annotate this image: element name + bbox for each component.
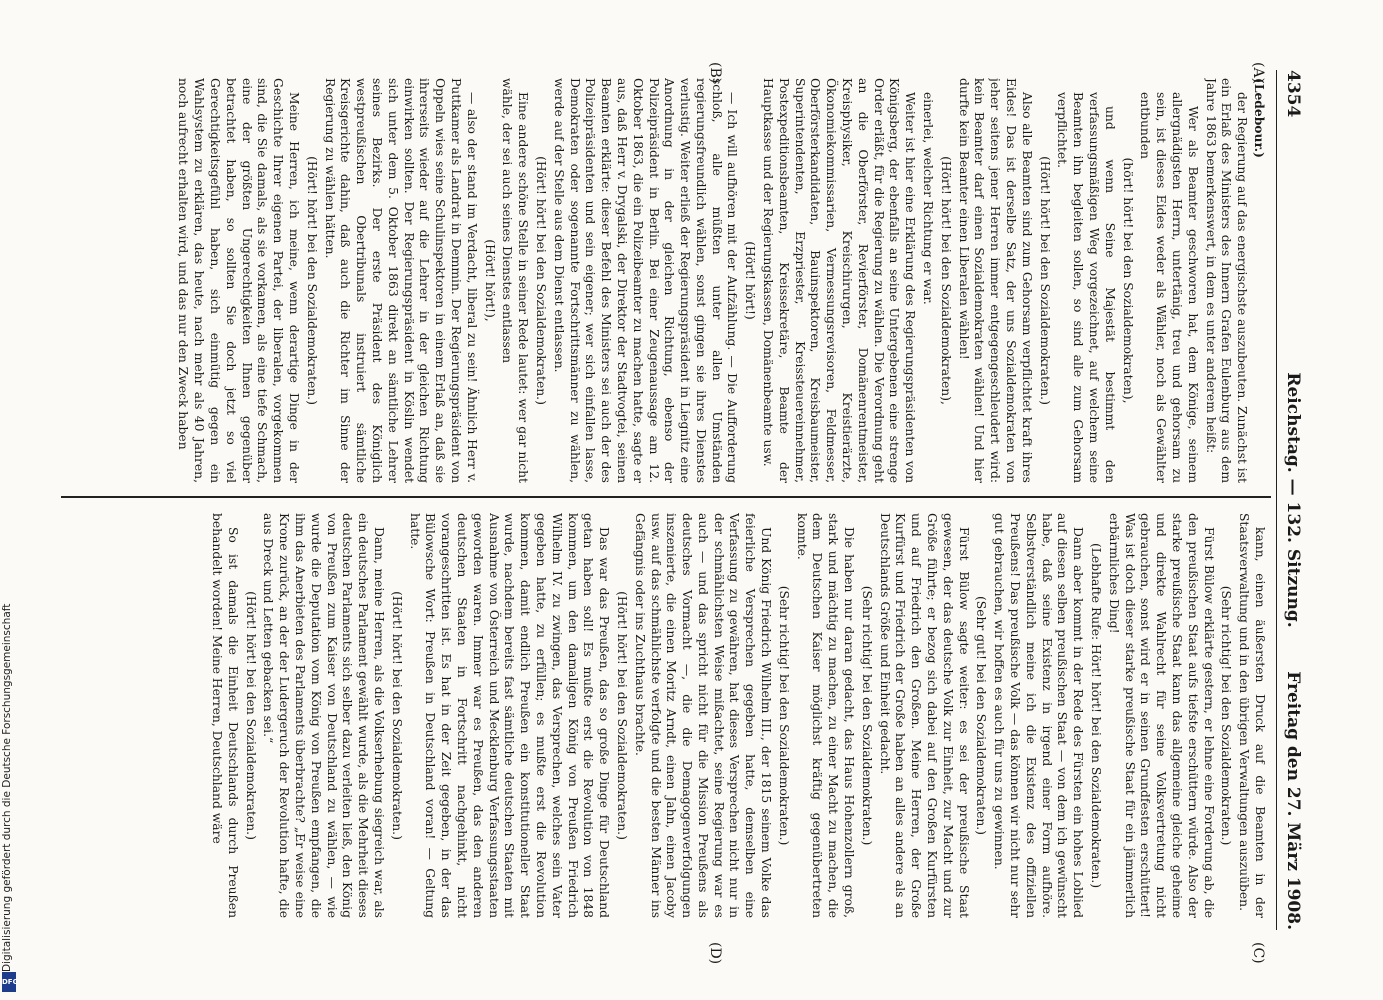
paragraph: Die haben nur daran gedacht, das Haus Hohenzollern groß, stark und mächtig zu machen, zu einer Macht zu machen, die dem Deutschen Kaiser möglichst kräftig gegenübertreten konnte. <box>794 513 857 918</box>
paragraph: So ist damals die Einheit Deutschlands durch Preußen behandelt worden! Meine Herren, Deutschland wäre <box>210 513 240 918</box>
paragraph: Dann aber kommt in der Rede des Fürsten ein hohes Loblied auf diesen selben preußischen Staat — von dem ich gewünscht habe, daß seine Existenz in irgend einer Form aufhöre. Selbstverständlich meine ich die Existenz des offiziellen Preußens! Das preußische Volk — das können wir nicht nur sehr gut gebrauchen, wir hoffen es auch für uns zu gewinnen. <box>992 513 1086 918</box>
quoted-passage: und wenn Seine Majestät bestimmt den verfassungsmäßigen Weg vorgezeichnet, auf welchem seine Beamten ihn begleiten sollen, so sind alle zum Gehorsam verpflichtet. <box>1055 92 1117 483</box>
interjection: (Hört! hört! bei den Sozialdemokraten.) <box>533 156 548 405</box>
margin-mark-a: (A) <box>1250 62 1266 84</box>
interjection: (Hört! hört!), <box>482 239 497 322</box>
paragraph: Eine andere schöne Stelle in seiner Rede lautet: wer gar nicht wähle, der sei auch seines Dienstes entlassen <box>500 78 531 483</box>
paragraph: Dann, meine Herren, als die Volkserhebung siegreich war, als ein deutsches Parlament gewählt wurde, als die Mehrheit dieses deutschen Parlaments sich selber dazu verleiten ließ, den König von Preußen zum Kaiser von Deutschland zu wählen, — wie wurde die Deputation vom König von Preußen empfangen, die ihm das Anerbieten des Parlaments überbrachte? „Er weise eine Krone zurück, an der der Ludergeruch der Revolution hafte, die aus Dreck und Letten gebacken sei.“ <box>261 513 386 918</box>
paragraph: kann, einen äußersten Druck auf die Beamten in der Staatsverwaltung und in den übrigen Verwaltungen auszuüben. <box>1237 513 1267 918</box>
margin-mark-d: (D) <box>707 942 723 965</box>
interjection: (Hört! hört!) <box>743 241 758 320</box>
interjection: (Lebhafte Rufe: Hört! hört! bei den Sozialdemokraten.) <box>1089 542 1104 889</box>
left-text-column <box>69 78 1267 483</box>
session-date: Freitag den 27. März 1908. <box>1283 671 1303 930</box>
interjection: (Hört! hört! bei den Sozialdemokraten.) <box>1037 156 1052 405</box>
paragraph: Also alle Beamten sind zum Gehorsam verpflichtet kraft ihres Eides! Das ist derselbe Satz, der uns Sozialdemokraten von jeher seitens jener Herren immer entgegengeschleudert wird: kein Beamter darf einen Sozialdemokraten wählen! Und hier durfte kein Beamter einen Liberalen wählen! <box>956 78 1034 483</box>
interjection: (Hört! hört! bei den Sozialdemokraten.) <box>614 591 629 840</box>
page-header <box>1276 70 1305 930</box>
paragraph: — Ich will aufhören mit der Aufzählung. — Die Aufforderung schloß, alle müßten unter allen Umständen regierungsfreundlich wählen, sonst gingen sie ihres Dienstes verlustig. Weiter erließ der Regierungspräsident in Liegnitz eine Anordnung in der gleichen Richtung, ebenso der Polizeipräsident in Berlin. Bei einer Zeugenaussage am 12. Oktober 1863, die ein Polizeibeamter zu machen hatte, sagte er aus, daß Herr v. Drygalski, der Direktor der Stadtvogtei, seinen Beamten erklärte: dieser Befehl des Ministers sei auch der des Polizeipräsidenten und sein eigener; wer sich einfallen lasse, Demokraten oder sogenannte Fortschrittsmänner zu wählen, werde auf der Stelle aus dem Dienst entlassen. <box>551 78 740 483</box>
interjection: (Sehr richtig! bei den Sozialdemokraten.) <box>1219 585 1234 846</box>
paragraph: — also der stand im Verdacht, liberal zu sein! Ähnlich Herr v. Puttkamer als Landrat in Demmin. Der Regierungspräsident von Oppeln wies seine Schulinspektoren in einem Erlaß an, daß sie ihrerseits wieder auf die Lehrer in der gleichen Richtung einwirken sollten. Der Regierungspräsident in Köslin wendet sich unter dem 5. Oktober 1863 direkt an sämtliche Lehrer seines Bezirks. Der erste Präsident des Königlich westpreußischen Obertribunals instruiert sämtliche Kreisgerichte dahin, daß auch die Richter im Sinne der Regierung zu wählen hätten. <box>322 78 479 483</box>
paragraph: der Regierung auf das energischste auszubeuten. Zunächst ist ein Erlaß des Ministers des Innern Grafen Eulenburg aus dem Jahre 1863 bemerkenswert, in dem es unter anderem heißt: <box>1203 78 1250 483</box>
paragraph: Weiter ist hier eine Erklärung des Regierungspräsidenten von Königsberg, der ebenfalls an seine Untergebenen eine strenge Order erläßt, für die Regierung zu wählen. Die Verordnung geht an die Oberförster, Revierförster, Domänenrentmeister, Kreisphysiker, Kreischirurgen, Kreistierärzte, Ökonomiekommissarien, Vermessungsrevisoren, Feldmesser, Oberförsterkandidaten, Bauinspektoren, Kreisbaumeister, Superintendenten, Erzpriester, Kreissteuereinnehmer, Postexpeditionsbeamten, Kreissekretäre, Beamte der Hauptkasse und der Regierungskassen, Domänenbeamte usw. <box>761 78 918 483</box>
session-title: Reichstag. — 132. Sitzung. <box>1283 372 1303 628</box>
column-divider <box>61 496 1271 498</box>
interjection: (Sehr gut! bei den Sozialdemokraten.) <box>974 596 989 835</box>
interjection: (Hört! hört! bei den Sozialdemokraten.) <box>304 156 319 405</box>
paragraph: einerlei, welcher Richtung er war. <box>921 92 936 305</box>
quoted-passage: Wer als Beamter geschworen hat, dem Könige, seinem allergnädigsten Herrn, untertänig, treu und gehorsam zu sein, ist dieses Eides weder als Wähler, noch als Gewählter entbunden <box>1138 92 1200 483</box>
paragraph: Und König Friedrich Wilhelm III., der 1815 seinem Volke das feierliche Versprechen gegeben hatte, demselben eine Verfassung zu gewähren, hat dieses Versprechen nicht nur in der schmählichsten Weise mißachtet, seine Regierung war es auch — und das spricht nicht für die Mission Preußens als deutsches Vormacht —, die die Demagogenverfolgungen inszenierte, die einen Moritz Arndt, einen Jahn, einen Jacoby usw. auf das schmählichste verfolgte und die besten Männer ins Gefängnis oder ins Zuchthaus brachte. <box>632 513 774 918</box>
interjection: (hört! hört! bei den Sozialdemokraten), <box>1120 157 1135 404</box>
digitization-credit-strip <box>1 0 17 1000</box>
interjection: (Sehr richtig! bei den Sozialdemokraten.) <box>859 585 874 846</box>
margin-mark-c: (C) <box>1250 942 1266 964</box>
paragraph: Fürst Bülow sagte weiter: es sei der preußische Staat gewesen, der das deutsche Volk zur Einheit, zur Macht und zur Größe führte; er bezog sich dabei auf den Großen Kurfürsten und auf Friedrich den Großen. Meine Herren, der Große Kurfürst und Friedrich der Große haben an alles andere als an Deutschlands Größe und Einheit gedacht. <box>877 513 971 918</box>
margin-mark-b: (B) <box>707 62 723 84</box>
paragraph: Fürst Bülow erklärte gestern, er lehne eine Forderung ab, die den preußischen Staat aufs tiefste erschüttern würde. Also der starke preußische Staat kann das allgemeine gleiche geheime und direkte Wahlrecht für seine Volksvertretung nicht gebrauchen, sonst wird er in seinen Grundfesten erschüttert! Was ist doch dieser starke preußische Staat für ein jämmerlich erbärmliches Ding! <box>1106 513 1216 918</box>
interjection: (Hört! hört! bei den Sozialdemokraten), <box>938 156 953 405</box>
paragraph: Das war das Preußen, das so große Dinge für Deutschland getan haben soll! Es mußte erst die Revolution von 1848 kommen, um den damaligen König von Preußen Friedrich Wilhelm IV. zu zwingen, das Versprechen, welches sein Vater gegeben hatte, zu erfüllen; es mußte erst die Revolution kommen, damit endlich Preußen ein konstitutioneller Staat wurde, nachdem bereits fast sämtliche deutschen Staaten mit Ausnahme von Österreich und Mecklenburg Verfassungsstaaten geworden waren. Immer war es Preußen, das den anderen deutschen Staaten in Fortschritt nachgehinkt, nicht vorangeschritten ist. Es hat in der Zeit gegeben, in der das Bülowsche Wort: Preußen in Deutschland voran! — Geltung hatte. <box>407 513 612 918</box>
interjection: (Hört! hört! bei den Sozialdemokraten.) <box>243 591 258 840</box>
digitization-credit-text: Digitalisierung gefördert durch die Deutsche Forschungsgemeinschaft <box>1 603 13 972</box>
paragraph: Meine Herren, ich meine, wenn derartige Dinge in der Geschichte Ihrer eigenen Partei, der liberalen, vorgekommen sind, die Sie damals, als sie vorkamen, als eine tiefe Schmach, eine der größten Ungerechtigkeiten Ihnen gegenüber betrachtet haben, so sollten Sie doch jetzt so viel Gerechtigkeitsgefühl haben, sich einmütig gegen ein Wahlsystem zu erklären, das heute, nach mehr als 40 Jahren, noch aufrecht erhalten wird, und das nur den Zweck haben <box>176 78 301 483</box>
page-number: 4354 <box>1283 70 1303 118</box>
interjection: (Hört! hört! bei den Sozialdemokraten.) <box>389 591 404 840</box>
interjection: (Sehr richtig! bei den Sozialdemokraten.) <box>776 585 791 846</box>
dfg-logo: DFG <box>2 972 16 992</box>
right-text-column <box>69 513 1267 918</box>
speaker-name: (Ledebour.) <box>1252 78 1267 158</box>
